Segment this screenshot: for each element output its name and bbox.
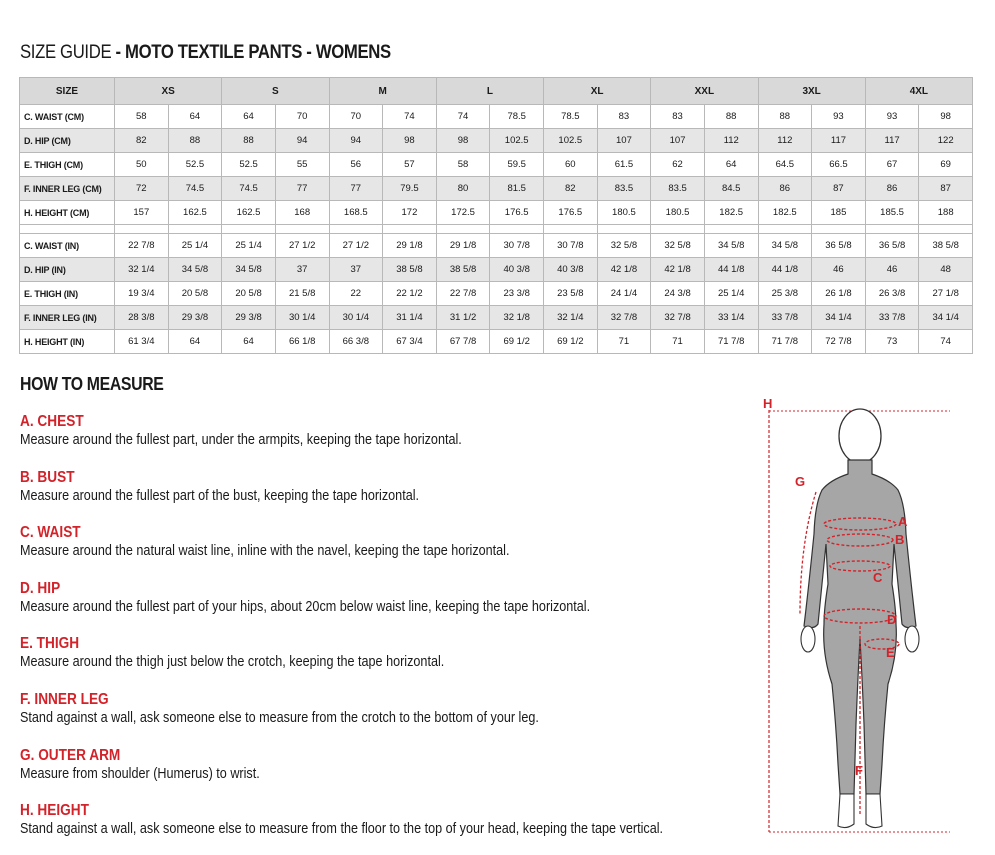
table-cell: 185 [812,201,866,225]
measure-item [20,412,750,468]
figure-letter-d: D [887,612,897,627]
size-table-body [20,105,973,354]
figure-letter-b: B [895,532,905,547]
measure-heading: F. INNER LEG [20,690,109,708]
table-cell: 122 [919,129,973,153]
table-cell: 70 [275,105,329,129]
table-cell: 31 1/2 [436,306,490,330]
table-cell: 84.5 [704,177,758,201]
table-cell: 83 [651,105,705,129]
table-cell: 32 5/8 [597,234,651,258]
size-header-xs: XS [115,78,222,105]
table-cell: 64 [168,330,222,354]
spacer-cell [383,225,437,234]
table-cell: 88 [168,129,222,153]
table-cell: 72 7/8 [812,330,866,354]
page-title-regular: SIZE GUIDE [20,42,116,63]
table-cell: 69 1/2 [544,330,598,354]
table-cell: 25 1/4 [704,282,758,306]
table-cell: 33 1/4 [704,306,758,330]
table-cell: 25 1/4 [222,234,276,258]
size-header-l: L [436,78,543,105]
table-cell: 67 [865,153,919,177]
spacer-cell [20,225,115,234]
table-cell: 71 [597,330,651,354]
table-cell: 24 3/8 [651,282,705,306]
table-cell: 24 1/4 [597,282,651,306]
table-cell: 20 5/8 [168,282,222,306]
table-cell: 79.5 [383,177,437,201]
table-cell: 71 [651,330,705,354]
row-label: D. HIP (IN) [20,258,115,282]
table-cell: 77 [329,177,383,201]
spacer-cell [597,225,651,234]
table-row [20,129,973,153]
measure-list [20,412,750,855]
table-cell: 64 [222,105,276,129]
table-cell: 180.5 [651,201,705,225]
spacer-cell [275,225,329,234]
table-cell: 107 [651,129,705,153]
row-label: C. WAIST (IN) [20,234,115,258]
spacer-cell [758,225,812,234]
table-cell: 182.5 [704,201,758,225]
table-cell: 66.5 [812,153,866,177]
table-cell: 172.5 [436,201,490,225]
spacer-cell [704,225,758,234]
table-cell: 58 [436,153,490,177]
table-cell: 34 1/4 [919,306,973,330]
figure-head [839,409,881,463]
table-cell: 46 [865,258,919,282]
table-cell: 64.5 [758,153,812,177]
table-cell: 74 [919,330,973,354]
table-cell: 27 1/2 [275,234,329,258]
table-cell: 81.5 [490,177,544,201]
table-cell: 157 [115,201,169,225]
table-cell: 168.5 [329,201,383,225]
table-cell: 25 1/4 [168,234,222,258]
size-header-row [20,78,973,105]
measure-heading: G. OUTER ARM [20,746,121,764]
spacer-cell [222,225,276,234]
table-cell: 28 3/8 [115,306,169,330]
table-cell: 62 [651,153,705,177]
table-cell: 22 1/2 [383,282,437,306]
table-cell: 29 1/8 [436,234,490,258]
table-cell: 30 1/4 [275,306,329,330]
table-cell: 77 [275,177,329,201]
table-cell: 168 [275,201,329,225]
table-cell: 64 [222,330,276,354]
table-row [20,282,973,306]
table-cell: 176.5 [490,201,544,225]
table-cell: 32 5/8 [651,234,705,258]
size-header-s: S [222,78,329,105]
body-measurement-figure [760,394,960,839]
table-cell: 37 [329,258,383,282]
table-row [20,177,973,201]
page-title [20,42,391,64]
table-cell: 46 [812,258,866,282]
table-cell: 31 1/4 [383,306,437,330]
measure-heading: C. WAIST [20,524,81,542]
table-row [20,330,973,354]
table-cell: 38 5/8 [436,258,490,282]
measure-item [20,523,750,579]
figure-letter-c: C [873,570,883,585]
measure-description: Measure around the thigh just below the crotch, keeping the tape horizontal. [20,654,445,671]
table-cell: 70 [329,105,383,129]
table-cell: 22 7/8 [436,282,490,306]
table-cell: 34 1/4 [812,306,866,330]
table-cell: 29 1/8 [383,234,437,258]
table-cell: 71 7/8 [704,330,758,354]
table-cell: 19 3/4 [115,282,169,306]
table-cell: 83 [597,105,651,129]
table-cell: 66 1/8 [275,330,329,354]
table-cell: 56 [329,153,383,177]
row-label: H. HEIGHT (IN) [20,330,115,354]
table-cell: 66 3/8 [329,330,383,354]
figure-left-foot [838,794,854,828]
table-cell: 22 7/8 [115,234,169,258]
table-spacer-row [20,225,973,234]
measure-item [20,801,750,855]
table-cell: 26 3/8 [865,282,919,306]
table-cell: 32 1/4 [544,306,598,330]
table-cell: 61.5 [597,153,651,177]
row-label: E. THIGH (IN) [20,282,115,306]
table-cell: 67 3/4 [383,330,437,354]
measure-heading: D. HIP [20,579,61,597]
table-cell: 98 [436,129,490,153]
table-cell: 74.5 [168,177,222,201]
table-cell: 93 [865,105,919,129]
table-cell: 34 5/8 [704,234,758,258]
table-cell: 176.5 [544,201,598,225]
table-cell: 38 5/8 [919,234,973,258]
figure-left-hand [801,626,815,652]
table-row [20,201,973,225]
table-cell: 88 [704,105,758,129]
table-cell: 71 7/8 [758,330,812,354]
figure-right-foot [866,794,882,828]
measure-heading: E. THIGH [20,635,80,653]
table-cell: 30 1/4 [329,306,383,330]
spacer-cell [168,225,222,234]
table-cell: 32 7/8 [651,306,705,330]
table-cell: 32 1/8 [490,306,544,330]
table-cell: 82 [115,129,169,153]
table-cell: 23 3/8 [490,282,544,306]
row-label: F. INNER LEG (CM) [20,177,115,201]
table-cell: 180.5 [597,201,651,225]
table-cell: 162.5 [222,201,276,225]
table-cell: 74 [436,105,490,129]
table-cell: 98 [919,105,973,129]
table-cell: 55 [275,153,329,177]
measure-description: Measure around the fullest part of the bust, keeping the tape horizontal. [20,487,420,504]
figure-letter-f: F [855,763,863,778]
table-cell: 42 1/8 [651,258,705,282]
table-row [20,306,973,330]
table-cell: 34 5/8 [758,234,812,258]
table-cell: 36 5/8 [812,234,866,258]
row-label: C. WAIST (CM) [20,105,115,129]
table-cell: 74 [383,105,437,129]
table-cell: 29 3/8 [168,306,222,330]
table-cell: 37 [275,258,329,282]
table-cell: 112 [758,129,812,153]
table-cell: 64 [168,105,222,129]
figure-letter-a: A [898,514,908,529]
row-label: E. THIGH (CM) [20,153,115,177]
table-cell: 80 [436,177,490,201]
table-cell: 98 [383,129,437,153]
body-figure-svg [760,394,960,839]
table-cell: 44 1/8 [758,258,812,282]
table-cell: 86 [865,177,919,201]
table-cell: 78.5 [490,105,544,129]
table-cell: 83.5 [651,177,705,201]
table-cell: 57 [383,153,437,177]
measure-description: Measure around the natural waist line, inline with the navel, keeping the tape horizontal. [20,543,510,560]
table-cell: 172 [383,201,437,225]
table-cell: 82 [544,177,598,201]
table-cell: 52.5 [168,153,222,177]
measure-heading: H. HEIGHT [20,802,89,820]
table-cell: 40 3/8 [544,258,598,282]
table-cell: 72 [115,177,169,201]
table-cell: 69 1/2 [490,330,544,354]
table-cell: 32 7/8 [597,306,651,330]
table-cell: 102.5 [490,129,544,153]
table-cell: 78.5 [544,105,598,129]
table-row [20,105,973,129]
size-table [19,77,973,354]
size-header-xl: XL [544,78,651,105]
table-cell: 21 5/8 [275,282,329,306]
table-cell: 25 3/8 [758,282,812,306]
table-cell: 94 [275,129,329,153]
table-cell: 27 1/2 [329,234,383,258]
table-cell: 64 [704,153,758,177]
table-cell: 86 [758,177,812,201]
spacer-cell [490,225,544,234]
size-header-3xl: 3XL [758,78,865,105]
table-cell: 188 [919,201,973,225]
figure-right-hand [905,626,919,652]
measure-heading: B. BUST [20,468,75,486]
table-cell: 36 5/8 [865,234,919,258]
spacer-cell [436,225,490,234]
table-cell: 33 7/8 [758,306,812,330]
spacer-cell [812,225,866,234]
size-header-m: M [329,78,436,105]
table-cell: 69 [919,153,973,177]
table-cell: 20 5/8 [222,282,276,306]
table-cell: 102.5 [544,129,598,153]
size-header-xxl: XXL [651,78,758,105]
table-cell: 26 1/8 [812,282,866,306]
table-cell: 61 3/4 [115,330,169,354]
how-to-measure-title: HOW TO MEASURE [20,374,164,394]
table-cell: 87 [812,177,866,201]
table-cell: 107 [597,129,651,153]
measure-item [20,579,750,635]
table-row [20,153,973,177]
measure-description: Stand against a wall, ask someone else to measure from the floor to the top of your head, keeping the tape vertical. [20,821,664,838]
measure-item [20,468,750,524]
table-cell: 44 1/8 [704,258,758,282]
table-cell: 182.5 [758,201,812,225]
row-label: D. HIP (CM) [20,129,115,153]
measure-heading: A. CHEST [20,413,84,430]
table-cell: 58 [115,105,169,129]
table-cell: 93 [812,105,866,129]
table-cell: 30 7/8 [490,234,544,258]
spacer-cell [651,225,705,234]
table-cell: 30 7/8 [544,234,598,258]
page-title-bold: - MOTO TEXTILE PANTS - WOMENS [115,42,391,63]
table-cell: 88 [758,105,812,129]
table-cell: 185.5 [865,201,919,225]
spacer-cell [115,225,169,234]
table-cell: 29 3/8 [222,306,276,330]
spacer-cell [865,225,919,234]
table-cell: 74.5 [222,177,276,201]
measure-description: Stand against a wall, ask someone else to measure from the crotch to the bottom of your leg. [20,709,539,726]
table-cell: 48 [919,258,973,282]
spacer-cell [919,225,973,234]
table-cell: 27 1/8 [919,282,973,306]
table-cell: 52.5 [222,153,276,177]
table-cell: 88 [222,129,276,153]
table-cell: 42 1/8 [597,258,651,282]
table-cell: 59.5 [490,153,544,177]
measure-description: Measure around the fullest part, under the armpits, keeping the tape horizontal. [20,432,462,448]
table-cell: 33 7/8 [865,306,919,330]
table-cell: 117 [865,129,919,153]
table-cell: 32 1/4 [115,258,169,282]
spacer-cell [329,225,383,234]
table-cell: 94 [329,129,383,153]
table-cell: 34 5/8 [222,258,276,282]
table-cell: 112 [704,129,758,153]
measure-description: Measure around the fullest part of your hips, about 20cm below waist line, keeping the tape horizontal. [20,598,591,615]
table-cell: 40 3/8 [490,258,544,282]
row-label: H. HEIGHT (CM) [20,201,115,225]
figure-letter-g: G [795,474,806,489]
size-header-label: SIZE [20,78,115,105]
row-label: F. INNER LEG (IN) [20,306,115,330]
table-row [20,234,973,258]
figure-letter-e: E [886,645,895,660]
table-cell: 23 5/8 [544,282,598,306]
table-cell: 67 7/8 [436,330,490,354]
table-cell: 60 [544,153,598,177]
table-cell: 38 5/8 [383,258,437,282]
size-header-4xl: 4XL [865,78,972,105]
measure-description: Measure from shoulder (Humerus) to wrist. [20,765,260,782]
table-cell: 117 [812,129,866,153]
table-cell: 50 [115,153,169,177]
table-cell: 73 [865,330,919,354]
table-row [20,258,973,282]
figure-letter-h: H [763,396,773,411]
table-cell: 34 5/8 [168,258,222,282]
table-cell: 83.5 [597,177,651,201]
table-cell: 22 [329,282,383,306]
table-cell: 162.5 [168,201,222,225]
table-cell: 87 [919,177,973,201]
measure-item [20,634,750,690]
measure-item [20,690,750,746]
spacer-cell [544,225,598,234]
measure-item [20,746,750,802]
